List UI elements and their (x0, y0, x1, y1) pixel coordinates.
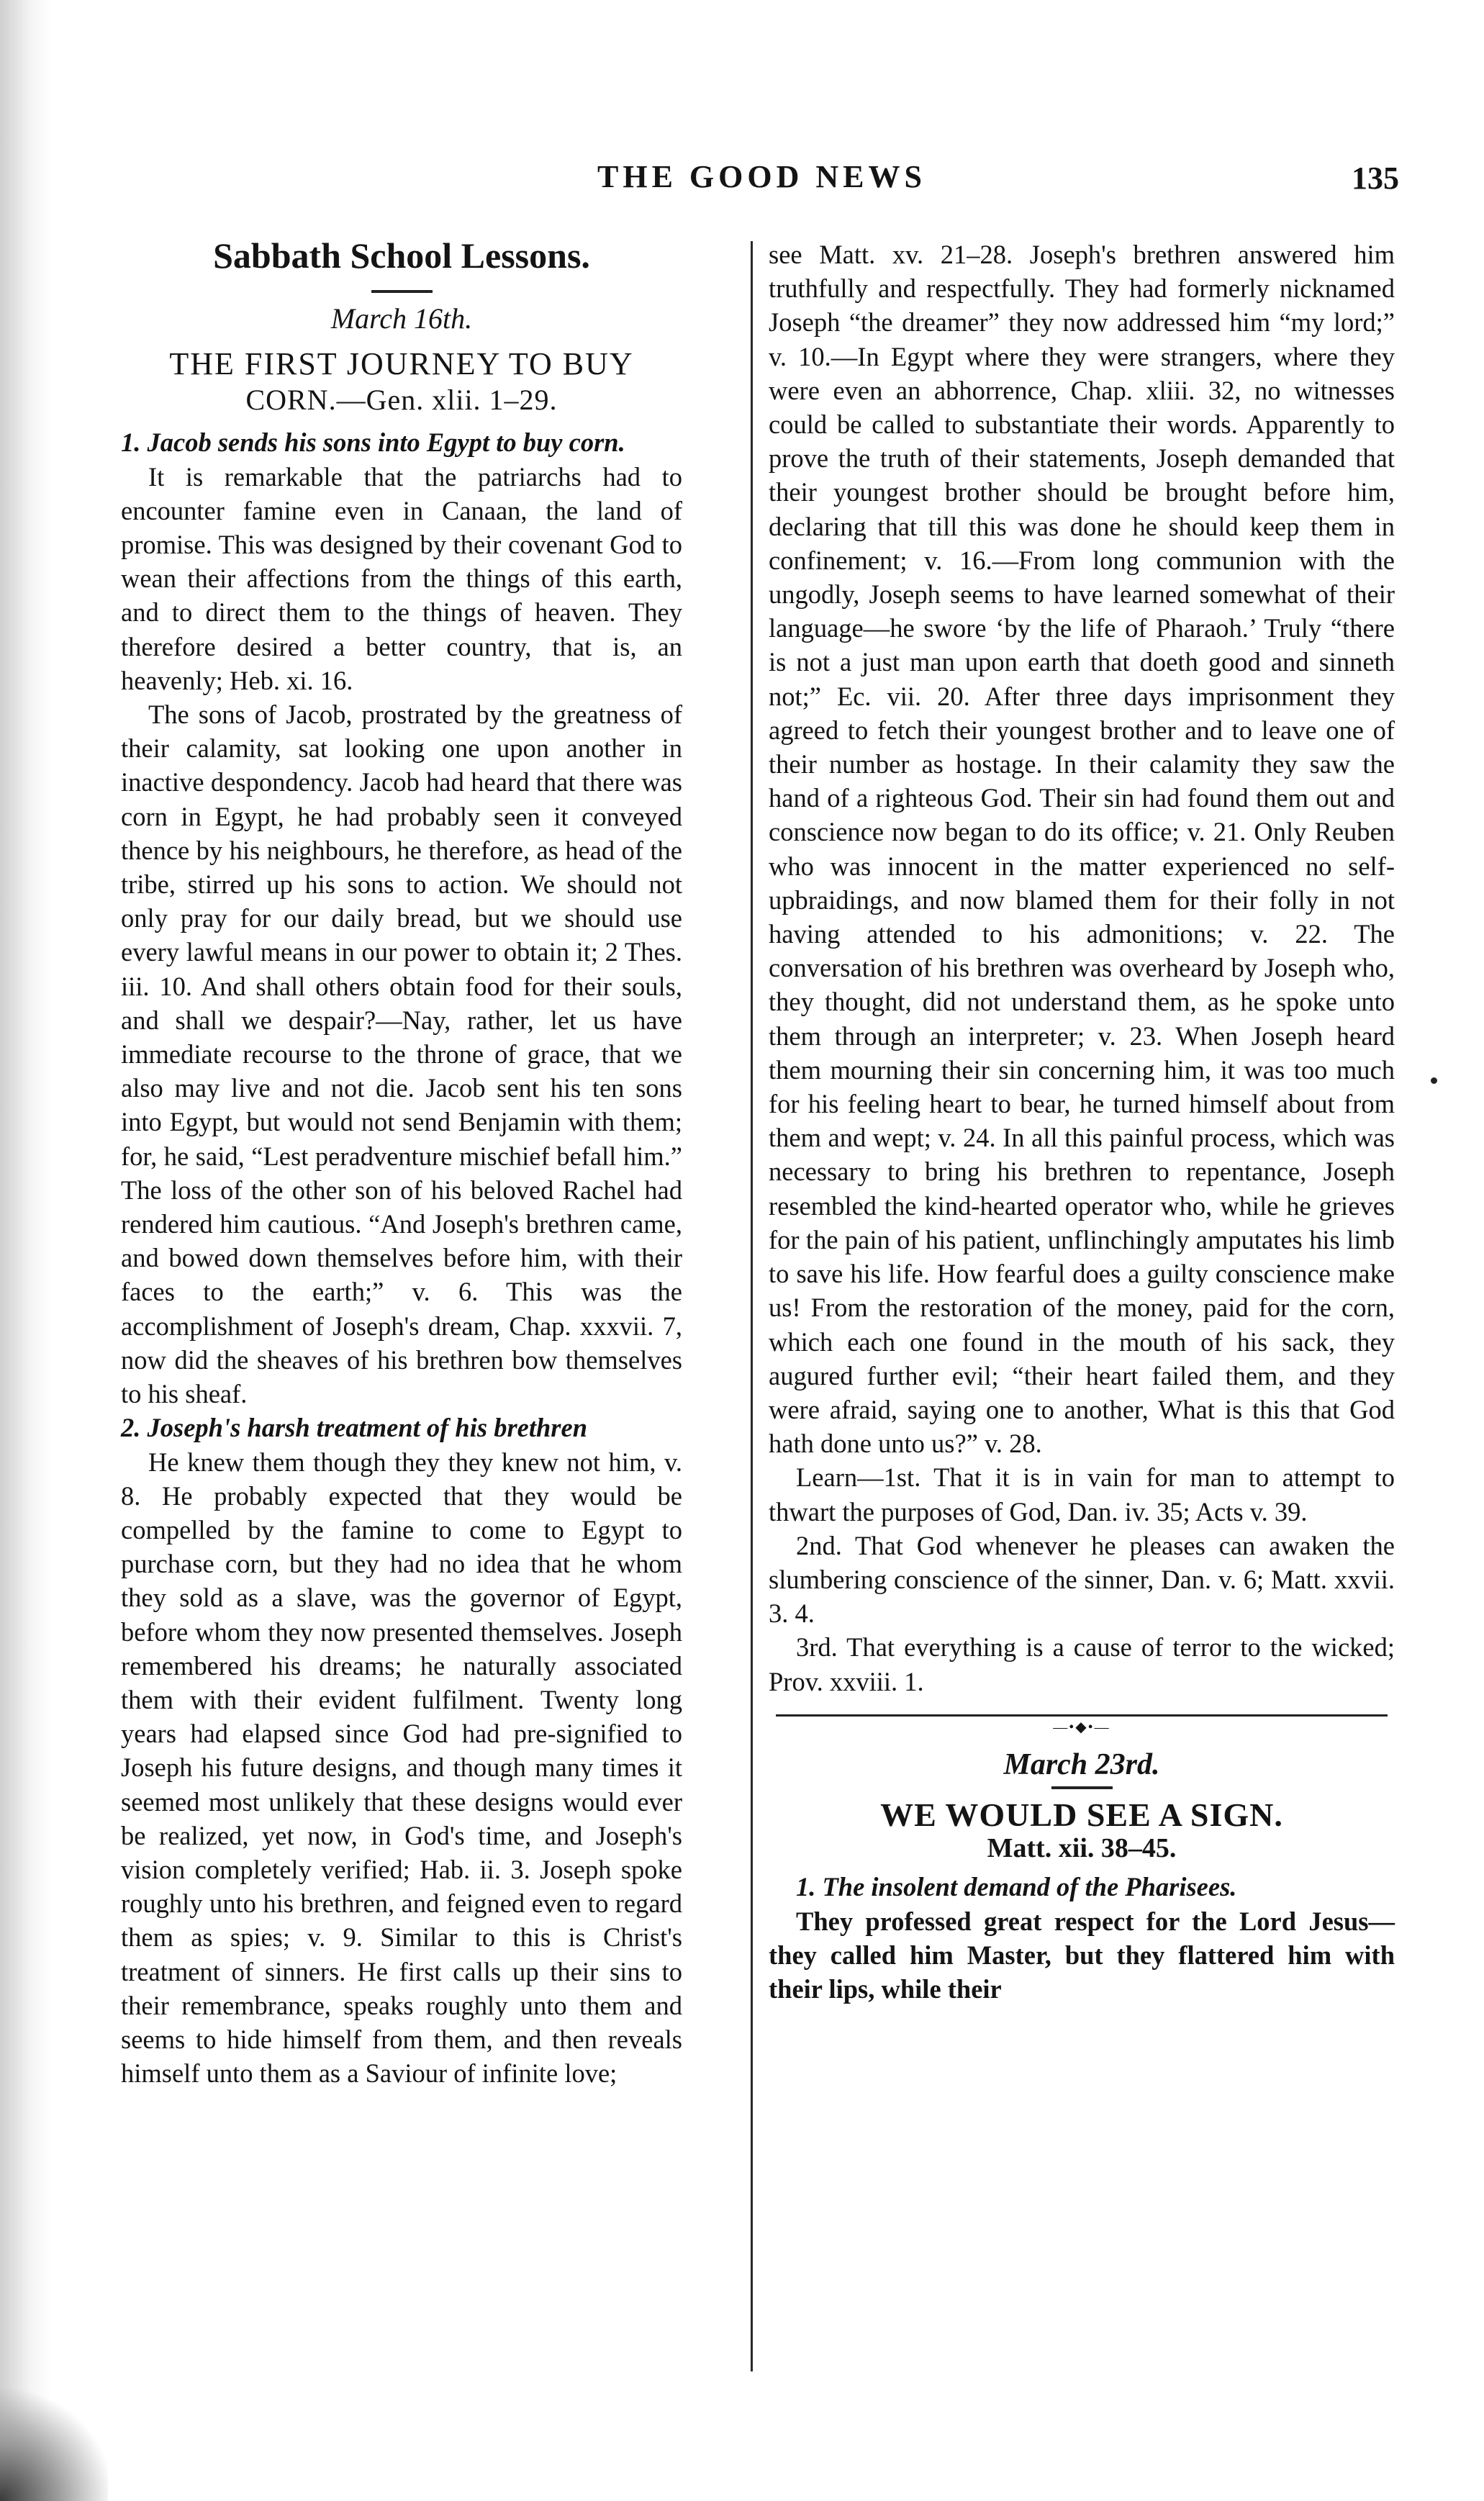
binding-shadow (0, 0, 50, 2501)
lesson-reference-2: Matt. xii. 38–45. (987, 1833, 1177, 1864)
lesson-reference: CORN.—Gen. xlii. 1–29. (245, 384, 558, 417)
right-column (769, 238, 1395, 2006)
subheading-3: 1. The insolent demand of the Pharisees. (796, 1872, 1237, 1902)
learn-point-2: 2nd. That God whenever he pleases can awaken the slumbering conscience of the sinner, Dan. v. 6; Matt. xxvii. 3. 4. (769, 1530, 1395, 1629)
paragraph: It is remarkable that the patriarchs had to encounter famine even in Canaan, the land of promise. This was designed by their covenant God to wean their affections from the things of this earth, and to direct them to the things of heaven. They therefore desired a better country, that is, an heavenly; Heb. xi. 16. (121, 461, 682, 695)
left-column (121, 234, 682, 2090)
paragraph: The sons of Jacob, prostrated by the greatness of their calamity, sat looking one upon another in inactive despondency. Jacob had heard that there was corn in Egypt, he had probably seen it conveyed thence by his neighbours, he therefore, as head of the tribe, stirred up his sons to action. We should not only pray for our daily bread, but we should use every lawful means in our power to obtain it; 2 Thes. iii. 10. And shall others obtain food for their souls, and shall we despair?—Nay, rather, let us have immediate recourse to the throne of grace, that we also may live and not die. Jacob sent his ten sons into Egypt, but would not send Benjamin with them; for, he said, “Lest peradventure mischief befall him.” The loss of the other son of his beloved Rachel had rendered him cautious. “And Joseph's brethren came, and bowed down themselves before him, with their faces to the earth;” v. 6. This was the accomplishment of Joseph's dream, Chap. xxxvii. 7, now did the sheaves of his brethren bow themselves to his sheaf. (121, 700, 682, 1409)
learn-point-1: Learn—1st. That it is in vain for man to attempt to thwart the purposes of God, Dan. iv. 35; Acts v. 39. (769, 1462, 1395, 1527)
section-rule (776, 1714, 1388, 1717)
paragraph: see Matt. xv. 21–28. Joseph's brethren answered him truthfully and respectfully. They had formerly nicknamed Joseph “the dreamer” they now addressed him “my lord;” v. 10.—In Egypt where they were strangers, where they were even an abhorrence, Chap. xliii. 32, no witnesses could be called to substantiate their words. Apparently to prove the truth of their statements, Joseph demanded that their youngest brother should be brought before him, declaring that till this was done he should keep them in confinement; v. 16.—From long communion with the ungodly, Joseph seems to have learned somewhat of their language—he swore ‘by the life of Pharaoh.’ Truly “there is not a just man upon earth that doeth good and sinneth not;” Ec. vii. 20. After three days imprisonment they agreed to fetch their youngest brother and to leave one of their number as hostage. In their calamity they saw the hand of a righteous God. Their sin had found them out and conscience now began to do its office; v. 21. Only Reuben who was innocent in the matter experienced no self-upbraidings, and now blamed them for their folly in not having attended to his admonitions; v. 22. The conversation of his brethren was overheard by Joseph who, they thought, did not understand them, as he spoke unto them through an interpreter; v. 23. When Joseph heard them mourning their sin concerning him, it was too much for his feeling heart to bear, he turned himself about from them and wept; v. 24. In all this painful process, which was necessary to bring his brethren to repentance, Joseph resembled the kind-hearted operator who, while he grieves for the pain of his patient, unflinchingly amputates his limb to save his life. How fearful does a guilty conscience make us! From the restoration of the money, paid for the corn, which each one found in the mouth of his sack, they augured further evil; “their heart failed them, and they were afraid, saying one to another, What is this that God hath done unto us?” v. 28. (769, 240, 1395, 1459)
lesson-title: THE FIRST JOURNEY TO BUY (169, 346, 634, 382)
page-number: 135 (1352, 160, 1399, 196)
subheading-2: 2. Joseph's harsh treatment of his brethren (121, 1413, 587, 1443)
short-rule (371, 290, 433, 293)
paragraph: He knew them though they they knew not him, v. 8. He probably expected that they would be compelled by the famine to come to Egypt to purchase corn, but they had no idea that he whom they sold as a slave, was the governor of Egypt, before whom they now presented themselves. Joseph remembered his dreams; he naturally associated them with their evident fulfilment. Twenty long years had elapsed since God had pre-signified to Joseph his future designs, and though many times it seemed most unlikely that these designs would ever be realized, yet now, in God's time, and Joseph's vision completely verified; Hab. ii. 3. Joseph spoke roughly unto his brethren, and feigned even to regard them as spies; v. 9. Similar to this is Christ's treatment of sinners. He first calls up their sins to their remembrance, speaks roughly unto them and seems to hide himself from them, and then reveals himself unto them as a Saviour of infinite love; (121, 1447, 682, 2089)
column-divider (751, 241, 753, 2371)
corner-smudge (0, 2379, 108, 2501)
ornament: —•◆•— (1053, 1719, 1110, 1735)
lesson-date: March 16th. (330, 302, 473, 335)
short-rule (1051, 1786, 1113, 1789)
lesson-date-2: March 23rd. (1003, 1747, 1160, 1781)
section-title: Sabbath School Lessons. (213, 235, 590, 276)
subheading-1: 1. Jacob sends his sons into Egypt to buy corn. (121, 428, 625, 458)
running-head: THE GOOD NEWS (597, 159, 926, 194)
learn-point-3: 3rd. That everything is a cause of terror to the wicked; Prov. xxviii. 1. (769, 1632, 1395, 1696)
lesson-title-2: WE WOULD SEE A SIGN. (880, 1796, 1283, 1833)
paragraph: They professed great respect for the Lord Jesus—they called him Master, but they flattered him with their lips, while their (769, 1906, 1395, 2004)
ink-dot (1431, 1077, 1437, 1084)
